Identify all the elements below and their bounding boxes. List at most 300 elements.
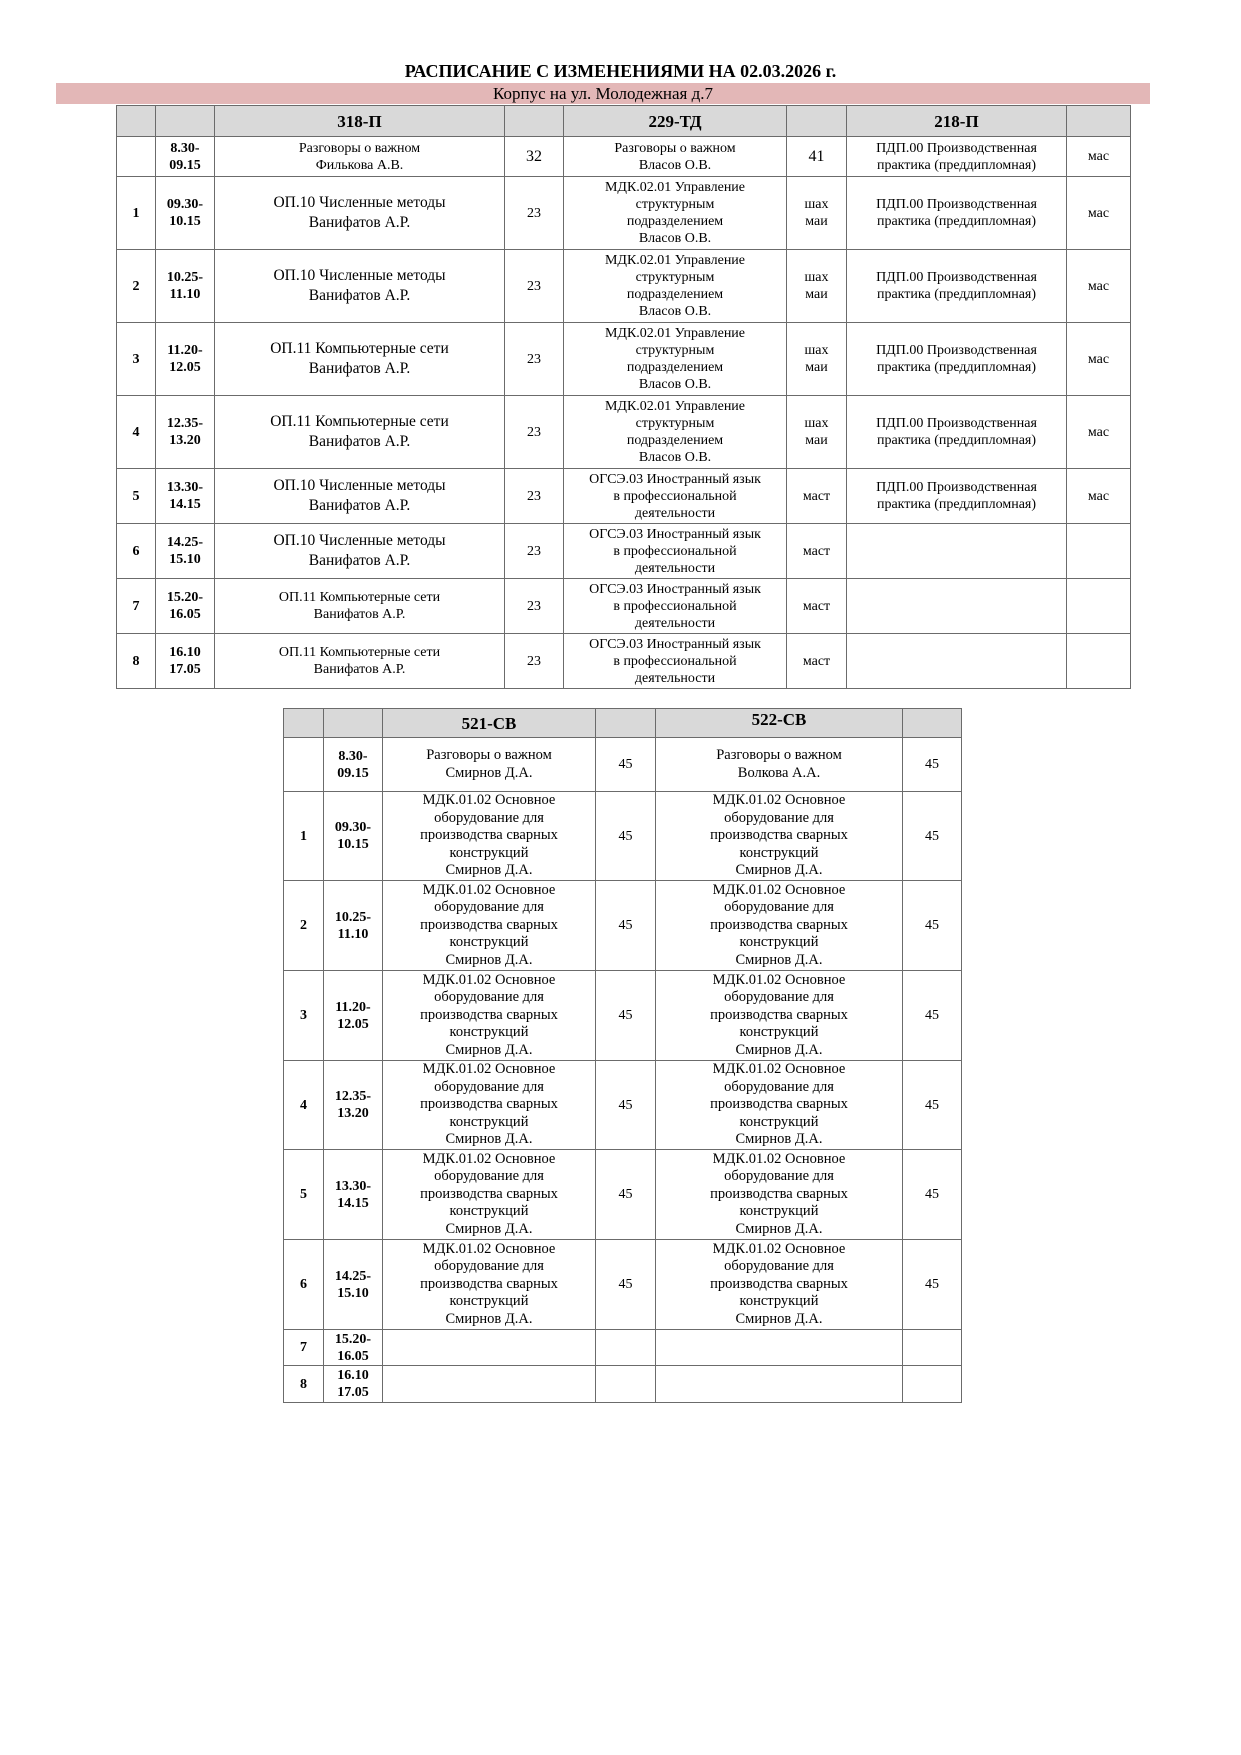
room-cell bbox=[596, 971, 656, 1061]
lesson-time bbox=[324, 1240, 383, 1330]
subject-cell bbox=[215, 323, 505, 396]
cell-line: 8.30- bbox=[338, 748, 368, 764]
cell-line: 45 bbox=[618, 1277, 633, 1292]
cell-line: подразделением bbox=[626, 214, 724, 229]
room-cell bbox=[787, 579, 847, 634]
cell-line: производства сварных bbox=[420, 827, 558, 844]
cell-line: мас bbox=[1087, 149, 1110, 164]
cell-line: 14.25- bbox=[166, 535, 204, 550]
subject-cell bbox=[383, 971, 596, 1061]
subject-cell bbox=[383, 1061, 596, 1150]
cell-line: Филькова А.В. bbox=[315, 157, 404, 173]
cell-line: 45 bbox=[925, 757, 939, 772]
cell-line: 12.05 bbox=[337, 1016, 369, 1032]
room-cell bbox=[787, 323, 847, 396]
cell-line: МДК.01.02 Основное bbox=[712, 971, 846, 988]
header-time-cell bbox=[156, 106, 215, 137]
subject-cell bbox=[215, 137, 505, 177]
cell-line: МДК.01.02 Основное bbox=[712, 1240, 846, 1257]
cell-line: Ванифатов А.Р. bbox=[308, 214, 411, 231]
cell-line: 45 bbox=[925, 918, 939, 933]
cell-line: 45 bbox=[925, 1187, 939, 1202]
cell-line: 41 bbox=[808, 148, 825, 165]
cell-line: производства сварных bbox=[710, 1185, 848, 1202]
cell-line: конструкций bbox=[449, 1024, 529, 1041]
subject-cell bbox=[215, 524, 505, 579]
cell-line: Смирнов Д.А. bbox=[445, 1310, 533, 1327]
cell-line: Смирнов Д.А. bbox=[445, 1220, 533, 1237]
cell-line: Разговоры о важном bbox=[298, 140, 421, 156]
cell-line: Смирнов Д.А. bbox=[445, 1041, 533, 1058]
lesson-number: 6 bbox=[284, 1240, 324, 1330]
room-cell bbox=[1067, 177, 1131, 250]
cell-line: Разговоры о важном bbox=[614, 140, 736, 156]
cell-line: 13.20 bbox=[169, 433, 201, 448]
subject-cell bbox=[215, 177, 505, 250]
header-time-cell bbox=[324, 709, 383, 738]
lesson-time bbox=[156, 579, 215, 634]
cell-line: 12.35- bbox=[166, 416, 204, 431]
lesson-time bbox=[156, 524, 215, 579]
cell-line: маи bbox=[805, 287, 828, 302]
subject-cell bbox=[656, 738, 903, 792]
cell-line: ПДП.00 Производственная bbox=[876, 416, 1037, 431]
header-row bbox=[117, 106, 1131, 137]
cell-line: 16.05 bbox=[169, 607, 201, 622]
cell-line: 12.05 bbox=[169, 360, 201, 375]
lesson-time bbox=[324, 1061, 383, 1150]
cell-line: 15.10 bbox=[169, 552, 201, 567]
cell-line: Смирнов Д.А. bbox=[735, 1310, 823, 1327]
room-cell bbox=[596, 881, 656, 971]
subject-cell bbox=[656, 1061, 903, 1150]
cell-line: шах bbox=[804, 270, 829, 285]
cell-line: Смирнов Д.А. bbox=[735, 1041, 823, 1058]
cell-line: в профессиональной bbox=[613, 488, 737, 504]
cell-line: ПДП.00 Производственная bbox=[876, 197, 1037, 212]
room-cell bbox=[596, 1330, 656, 1366]
cell-line: 23 bbox=[527, 653, 541, 669]
room-cell bbox=[505, 137, 564, 177]
lesson-row bbox=[117, 524, 1131, 579]
cell-line: конструкций bbox=[739, 1293, 819, 1310]
lesson-row bbox=[284, 1150, 962, 1240]
subject-cell bbox=[656, 1366, 903, 1403]
room-cell bbox=[787, 177, 847, 250]
cell-line: деятельности bbox=[634, 615, 716, 631]
cell-line: в профессиональной bbox=[613, 598, 737, 614]
lesson-time bbox=[324, 792, 383, 881]
cell-line: 23 bbox=[527, 598, 541, 614]
cell-line: подразделением bbox=[626, 433, 724, 448]
subject-cell bbox=[215, 396, 505, 469]
subject-cell bbox=[847, 137, 1067, 177]
lesson-row bbox=[117, 177, 1131, 250]
cell-line: 10.15 bbox=[337, 837, 369, 852]
lesson-number: 3 bbox=[117, 323, 156, 396]
lesson-number: 8 bbox=[284, 1366, 324, 1403]
room-cell bbox=[903, 881, 962, 971]
subject-cell bbox=[564, 634, 787, 689]
cell-line: конструкций bbox=[739, 934, 819, 951]
cell-line: маст bbox=[802, 488, 831, 504]
cell-line: 45 bbox=[925, 1097, 939, 1113]
cell-line: оборудование для bbox=[724, 1168, 834, 1185]
cell-line: производства сварных bbox=[710, 827, 848, 844]
subject-cell bbox=[564, 137, 787, 177]
cell-line: МДК.02.01 Управление bbox=[604, 326, 746, 341]
lesson-number: 1 bbox=[117, 177, 156, 250]
lesson-time bbox=[156, 177, 215, 250]
lesson-number: 5 bbox=[117, 469, 156, 524]
subject-cell bbox=[847, 177, 1067, 250]
header-room-cell bbox=[505, 106, 564, 137]
cell-line: оборудование для bbox=[434, 809, 544, 826]
cell-line: 23 bbox=[527, 278, 541, 294]
cell-line: ОП.11 Компьютерные сети bbox=[270, 340, 449, 357]
room-cell bbox=[903, 1240, 962, 1330]
subject-cell bbox=[564, 323, 787, 396]
room-cell bbox=[787, 250, 847, 323]
cell-line: 12.35- bbox=[334, 1089, 372, 1104]
lesson-time bbox=[156, 634, 215, 689]
cell-line: ПДП.00 Производственная bbox=[876, 140, 1037, 156]
cell-line: практика (преддипломная) bbox=[876, 157, 1037, 173]
header-num-cell bbox=[117, 106, 156, 137]
header-row bbox=[284, 709, 962, 738]
cell-line: оборудование для bbox=[434, 1258, 544, 1275]
cell-line: 11.20- bbox=[335, 999, 371, 1015]
cell-line: производства сварных bbox=[420, 1096, 558, 1113]
subject-cell bbox=[383, 1366, 596, 1403]
cell-line: 23 bbox=[527, 205, 541, 221]
cell-line: Власов О.В. bbox=[638, 157, 712, 173]
group-header: 318-П bbox=[215, 106, 505, 137]
cell-line: Волкова А.А. bbox=[737, 764, 821, 781]
cell-line: Ванифатов А.Р. bbox=[308, 360, 411, 377]
cell-line: маи bbox=[805, 360, 828, 375]
cell-line: Ванифатов А.Р. bbox=[308, 497, 411, 514]
room-cell bbox=[903, 971, 962, 1061]
cell-line: МДК.01.02 Основное bbox=[712, 792, 846, 809]
group-header: 522-СВ bbox=[656, 709, 903, 738]
page-title: РАСПИСАНИЕ С ИЗМЕНЕНИЯМИ НА 02.03.2026 г. bbox=[404, 61, 837, 81]
cell-line: маи bbox=[805, 433, 828, 448]
cell-line: 8.30- bbox=[170, 140, 200, 156]
lesson-number: 3 bbox=[284, 971, 324, 1061]
subject-cell bbox=[656, 792, 903, 881]
room-cell bbox=[1067, 524, 1131, 579]
cell-line: шах bbox=[804, 343, 829, 358]
subject-cell bbox=[215, 579, 505, 634]
cell-line: 11.10 bbox=[169, 287, 201, 302]
lesson-row bbox=[284, 1061, 962, 1150]
cell-line: мас bbox=[1087, 351, 1110, 367]
subject-cell bbox=[847, 579, 1067, 634]
cell-line: Смирнов Д.А. bbox=[735, 1131, 823, 1148]
subject-cell bbox=[383, 738, 596, 792]
subject-cell bbox=[847, 396, 1067, 469]
subject-cell bbox=[564, 177, 787, 250]
cell-line: Смирнов Д.А. bbox=[735, 862, 823, 879]
cell-line: Разговоры о важном bbox=[716, 747, 842, 763]
room-cell bbox=[505, 579, 564, 634]
subject-cell bbox=[564, 524, 787, 579]
room-cell bbox=[596, 738, 656, 792]
cell-line: 09.30- bbox=[166, 197, 204, 212]
lesson-time bbox=[324, 738, 383, 792]
cell-line: ОП.10 Численные методы bbox=[273, 267, 446, 284]
lesson-row bbox=[117, 323, 1131, 396]
cell-line: Ванифатов А.Р. bbox=[313, 662, 406, 677]
cell-line: маст bbox=[802, 543, 831, 559]
cell-line: МДК.02.01 Управление bbox=[604, 253, 746, 268]
lesson-time bbox=[156, 323, 215, 396]
lesson-row bbox=[117, 396, 1131, 469]
subject-cell bbox=[564, 469, 787, 524]
cell-line: ОП.11 Компьютерные сети bbox=[278, 645, 441, 660]
room-cell bbox=[505, 250, 564, 323]
cell-line: ОП.10 Численные методы bbox=[273, 532, 446, 549]
subject-cell bbox=[656, 1330, 903, 1366]
lesson-number: 6 bbox=[117, 524, 156, 579]
lesson-number: 2 bbox=[117, 250, 156, 323]
room-cell bbox=[787, 137, 847, 177]
subject-cell bbox=[656, 1240, 903, 1330]
room-cell bbox=[505, 323, 564, 396]
subject-cell bbox=[215, 250, 505, 323]
cell-line: МДК.01.02 Основное bbox=[422, 1240, 556, 1257]
cell-line: 11.20- bbox=[167, 343, 203, 358]
cell-line: производства сварных bbox=[710, 1096, 848, 1113]
cell-line: 45 bbox=[618, 1008, 633, 1023]
cell-line: МДК.01.02 Основное bbox=[712, 1150, 846, 1167]
lesson-row bbox=[117, 250, 1131, 323]
lesson-number: 1 bbox=[284, 792, 324, 881]
lesson-row bbox=[117, 469, 1131, 524]
room-cell bbox=[903, 1366, 962, 1403]
cell-line: 45 bbox=[618, 757, 633, 772]
cell-line: оборудование для bbox=[434, 1078, 544, 1095]
cell-line: 23 bbox=[527, 488, 541, 504]
cell-line: маи bbox=[805, 214, 828, 229]
cell-line: производства сварных bbox=[710, 1006, 848, 1023]
lesson-number: 7 bbox=[117, 579, 156, 634]
cell-line: 17.05 bbox=[337, 1385, 369, 1400]
group-header: 218-П bbox=[847, 106, 1067, 137]
cell-line: 15.10 bbox=[337, 1285, 369, 1301]
room-cell bbox=[1067, 469, 1131, 524]
cell-line: 32 bbox=[526, 148, 542, 165]
cell-line: 15.20- bbox=[334, 1331, 372, 1347]
cell-line: оборудование для bbox=[724, 1258, 834, 1275]
cell-line: Смирнов Д.А. bbox=[445, 764, 533, 781]
room-cell bbox=[505, 396, 564, 469]
subject-cell bbox=[215, 634, 505, 689]
cell-line: структурным bbox=[635, 197, 715, 212]
lesson-time bbox=[156, 396, 215, 469]
cell-line: 09.15 bbox=[337, 765, 369, 781]
cell-line: подразделением bbox=[626, 287, 724, 302]
subject-cell bbox=[847, 634, 1067, 689]
lesson-number: 7 bbox=[284, 1330, 324, 1366]
cell-line: Смирнов Д.А. bbox=[445, 862, 533, 879]
room-cell bbox=[596, 1240, 656, 1330]
cell-line: мас bbox=[1087, 488, 1110, 504]
cell-line: оборудование для bbox=[434, 899, 544, 916]
header-room-cell bbox=[1067, 106, 1131, 137]
room-cell bbox=[1067, 579, 1131, 634]
room-cell bbox=[1067, 250, 1131, 323]
cell-line: практика (преддипломная) bbox=[876, 497, 1037, 512]
cell-line: производства сварных bbox=[710, 1275, 848, 1292]
room-cell bbox=[1067, 396, 1131, 469]
room-cell bbox=[596, 1061, 656, 1150]
subject-cell bbox=[383, 1150, 596, 1240]
group-header: 229-ТД bbox=[564, 106, 787, 137]
cell-line: 09.15 bbox=[169, 157, 201, 173]
cell-line: 15.20- bbox=[166, 590, 204, 605]
subject-cell bbox=[847, 469, 1067, 524]
cell-line: МДК.01.02 Основное bbox=[422, 971, 556, 988]
room-cell bbox=[903, 738, 962, 792]
cell-line: конструкций bbox=[449, 1113, 529, 1130]
cell-line: конструкций bbox=[739, 844, 819, 861]
cell-line: 11.10 bbox=[337, 926, 369, 942]
header-room-cell bbox=[903, 709, 962, 738]
cell-line: ОП.11 Компьютерные сети bbox=[278, 590, 441, 605]
subject-cell bbox=[656, 881, 903, 971]
cell-line: практика (преддипломная) bbox=[876, 433, 1037, 448]
cell-line: 14.25- bbox=[334, 1268, 372, 1284]
subject-cell bbox=[847, 524, 1067, 579]
cell-line: производства сварных bbox=[420, 1275, 558, 1292]
lesson-number bbox=[284, 738, 324, 792]
cell-line: 16.05 bbox=[337, 1348, 369, 1364]
cell-line: структурным bbox=[635, 343, 715, 358]
cell-line: оборудование для bbox=[434, 989, 544, 1006]
subject-cell bbox=[564, 396, 787, 469]
cell-line: МДК.01.02 Основное bbox=[712, 881, 846, 898]
cell-line: 23 bbox=[527, 351, 541, 367]
cell-line: Смирнов Д.А. bbox=[735, 1220, 823, 1237]
cell-line: ОГСЭ.03 Иностранный язык bbox=[589, 471, 761, 487]
header-room-cell bbox=[787, 106, 847, 137]
cell-line: конструкций bbox=[449, 934, 529, 951]
subject-cell bbox=[383, 1330, 596, 1366]
cell-line: МДК.01.02 Основное bbox=[422, 792, 556, 809]
cell-line: конструкций bbox=[449, 844, 529, 861]
cell-line: производства сварных bbox=[420, 1185, 558, 1202]
lesson-row bbox=[284, 738, 962, 792]
room-cell bbox=[787, 634, 847, 689]
cell-line: 45 bbox=[925, 1008, 939, 1023]
subject-cell bbox=[564, 250, 787, 323]
lesson-number: 4 bbox=[284, 1061, 324, 1150]
cell-line: структурным bbox=[635, 416, 715, 431]
cell-line: Власов О.В. bbox=[638, 231, 712, 246]
subject-cell bbox=[847, 250, 1067, 323]
cell-line: ОГСЭ.03 Иностранный язык bbox=[589, 581, 761, 597]
cell-line: маст bbox=[802, 598, 831, 614]
cell-line: оборудование для bbox=[724, 1078, 834, 1095]
subject-cell bbox=[383, 881, 596, 971]
room-cell bbox=[1067, 323, 1131, 396]
cell-line: ПДП.00 Производственная bbox=[876, 270, 1037, 285]
lesson-row bbox=[284, 881, 962, 971]
lesson-number: 2 bbox=[284, 881, 324, 971]
cell-line: мас bbox=[1087, 205, 1110, 221]
building-label: Корпус на ул. Молодежная д.7 bbox=[56, 83, 1150, 104]
cell-line: МДК.02.01 Управление bbox=[604, 399, 746, 414]
cell-line: 13.30- bbox=[334, 1178, 372, 1194]
lesson-number: 5 bbox=[284, 1150, 324, 1240]
cell-line: 45 bbox=[618, 828, 633, 844]
cell-line: деятельности bbox=[634, 560, 716, 576]
cell-line: подразделением bbox=[626, 360, 724, 375]
lesson-row bbox=[284, 1240, 962, 1330]
cell-line: Смирнов Д.А. bbox=[445, 951, 533, 968]
cell-line: Ванифатов А.Р. bbox=[308, 552, 411, 569]
lesson-row bbox=[117, 137, 1131, 177]
room-cell bbox=[787, 524, 847, 579]
cell-line: ОГСЭ.03 Иностранный язык bbox=[589, 526, 761, 542]
cell-line: конструкций bbox=[739, 1024, 819, 1041]
cell-line: оборудование для bbox=[724, 809, 834, 826]
cell-line: практика (преддипломная) bbox=[876, 360, 1037, 375]
room-cell bbox=[505, 469, 564, 524]
cell-line: конструкций bbox=[739, 1203, 819, 1220]
cell-line: маст bbox=[802, 653, 831, 669]
lesson-row bbox=[284, 792, 962, 881]
cell-line: Смирнов Д.А. bbox=[735, 951, 823, 968]
header-num-cell bbox=[284, 709, 324, 738]
cell-line: в профессиональной bbox=[613, 543, 737, 559]
lesson-row bbox=[284, 1330, 962, 1366]
cell-line: шах bbox=[804, 416, 829, 431]
cell-line: 23 bbox=[527, 424, 541, 440]
cell-line: 16.10 bbox=[169, 645, 201, 660]
subject-cell bbox=[656, 971, 903, 1061]
cell-line: производства сварных bbox=[420, 916, 558, 933]
room-cell bbox=[596, 792, 656, 881]
cell-line: Власов О.В. bbox=[638, 304, 712, 319]
cell-line: 14.15 bbox=[169, 497, 201, 512]
cell-line: 09.30- bbox=[334, 820, 372, 835]
cell-line: практика (преддипломная) bbox=[876, 287, 1037, 302]
lesson-time bbox=[156, 137, 215, 177]
subject-cell bbox=[383, 1240, 596, 1330]
cell-line: 45 bbox=[618, 1187, 633, 1202]
room-cell bbox=[903, 792, 962, 881]
cell-line: 14.15 bbox=[337, 1195, 369, 1211]
room-cell bbox=[596, 1150, 656, 1240]
cell-line: Ванифатов А.Р. bbox=[313, 607, 406, 622]
subject-cell bbox=[383, 792, 596, 881]
room-cell bbox=[505, 634, 564, 689]
schedule-table-building-1 bbox=[116, 105, 1131, 689]
group-header: 521-СВ bbox=[383, 709, 596, 738]
cell-line: ПДП.00 Производственная bbox=[876, 343, 1037, 358]
cell-line: МДК.02.01 Управление bbox=[604, 180, 746, 195]
cell-line: ПДП.00 Производственная bbox=[876, 480, 1037, 495]
lesson-row bbox=[284, 1366, 962, 1403]
lesson-row bbox=[284, 971, 962, 1061]
cell-line: 13.30- bbox=[166, 480, 204, 495]
cell-line: деятельности bbox=[634, 505, 716, 521]
cell-line: Власов О.В. bbox=[638, 377, 712, 392]
room-cell bbox=[903, 1061, 962, 1150]
